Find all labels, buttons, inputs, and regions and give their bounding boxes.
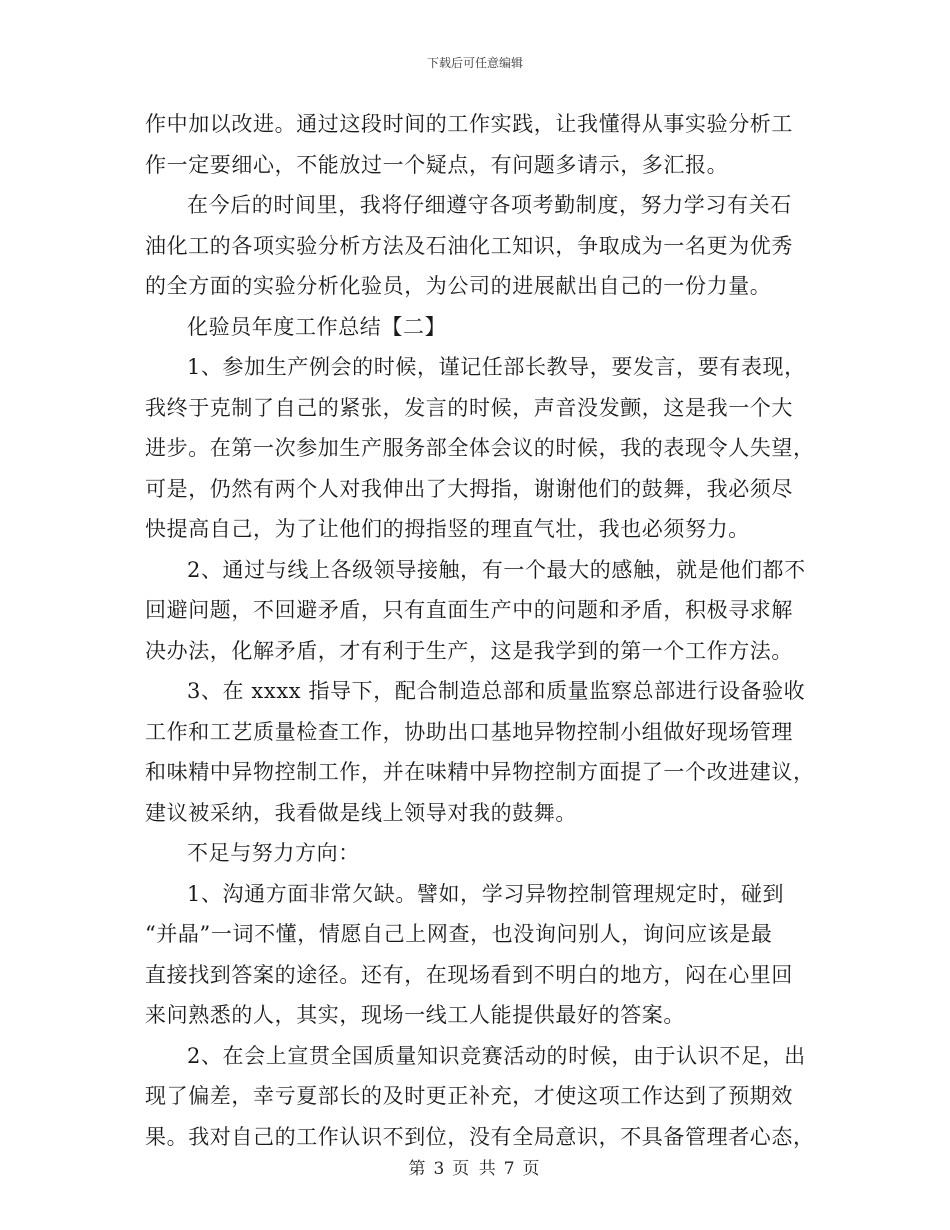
text-line: 油化工的各项实验分析方法及石油化工知识，争取成为一名更为优秀	[145, 233, 793, 258]
text-line: 在今后的时间里，我将仔细遵守各项考勤制度，努力学习有关石	[187, 193, 792, 217]
text-line: 和味精中异物控制工作，并在味精中异物控制方面提了一个改进建议，	[145, 760, 815, 784]
text-line: 来问熟悉的人，其实，现场一线工人能提供最好的答案。	[145, 1003, 685, 1027]
text-line: 建议被采纳，我看做是线上领导对我的鼓舞。	[145, 800, 577, 825]
text-line: 直接找到答案的途径。还有，在现场看到不明白的地方，闷在心里回	[145, 962, 793, 987]
text-line: 进步。在第一次参加生产服务部全体会议的时候，我的表现令人失望，	[145, 436, 815, 460]
text-line: “并晶”一词不懂，情愿自己上网查，也没询问别人，询问应该是最	[145, 922, 773, 946]
text-line: 1、沟通方面非常欠缺。譬如，学习异物控制管理规定时，碰到	[187, 881, 785, 906]
total-pages: 7	[503, 1159, 517, 1179]
text-line: 果。我对自己的工作认识不到位，没有全局意识，不具备管理者心态，	[145, 1124, 815, 1149]
page-footer	[0, 1154, 950, 1179]
text-line: 现了偏差，幸亏夏部长的及时更正补充，才使这项工作达到了预期效	[145, 1084, 793, 1108]
text-line: 快提高自己，为了让他们的拇指竖的理直气壮，我也必须努力。	[145, 517, 750, 541]
text-line: 决办法，化解矛盾，才有利于生产，这是我学到的第一个工作方法。	[145, 638, 793, 663]
subsection-heading: 不足与努力方向：	[187, 841, 360, 865]
text-line: 我终于克制了自己的紧张，发言的时候，声音没发颤，这是我一个大	[145, 395, 793, 420]
footer-suffix: 页	[522, 1159, 542, 1179]
text-line: 2、通过与线上各级领导接触，有一个最大的感触，就是他们都不	[187, 557, 806, 582]
text-line: 3、在 xxxx 指导下，配合制造总部和质量监察总部进行设备验收	[187, 679, 806, 703]
text-line: 的全方面的实验分析化验员，为公司的进展献出自己的一份力量。	[145, 274, 772, 298]
page-number: 3	[433, 1159, 447, 1179]
text-line: 作一定要细心，不能放过一个疑点，有问题多请示，多汇报。	[145, 152, 729, 177]
footer-middle: 页 共	[452, 1159, 498, 1179]
page-header: 下载后可任意编辑	[426, 56, 523, 70]
text-line: 2、在会上宣贯全国质量知识竞赛活动的时候，由于认识不足，出	[187, 1043, 806, 1068]
section-heading: 化验员年度工作总结【二】	[187, 314, 447, 339]
text-line: 工作和工艺质量检查工作，协助出口基地异物控制小组做好现场管理	[145, 719, 793, 744]
text-line: 作中加以改进。通过这段时间的工作实践，让我懂得从事实验分析工	[145, 112, 793, 136]
document-body	[145, 104, 815, 1157]
text-line: 回避问题，不回避矛盾，只有直面生产中的问题和矛盾，积极寻求解	[145, 598, 793, 622]
footer-prefix: 第	[408, 1159, 428, 1179]
text-line: 可是，仍然有两个人对我伸出了大拇指，谢谢他们的鼓舞，我必须尽	[145, 476, 793, 501]
text-line: 1、参加生产例会的时候，谨记任部长教导，要发言，要有表现，	[187, 355, 806, 379]
